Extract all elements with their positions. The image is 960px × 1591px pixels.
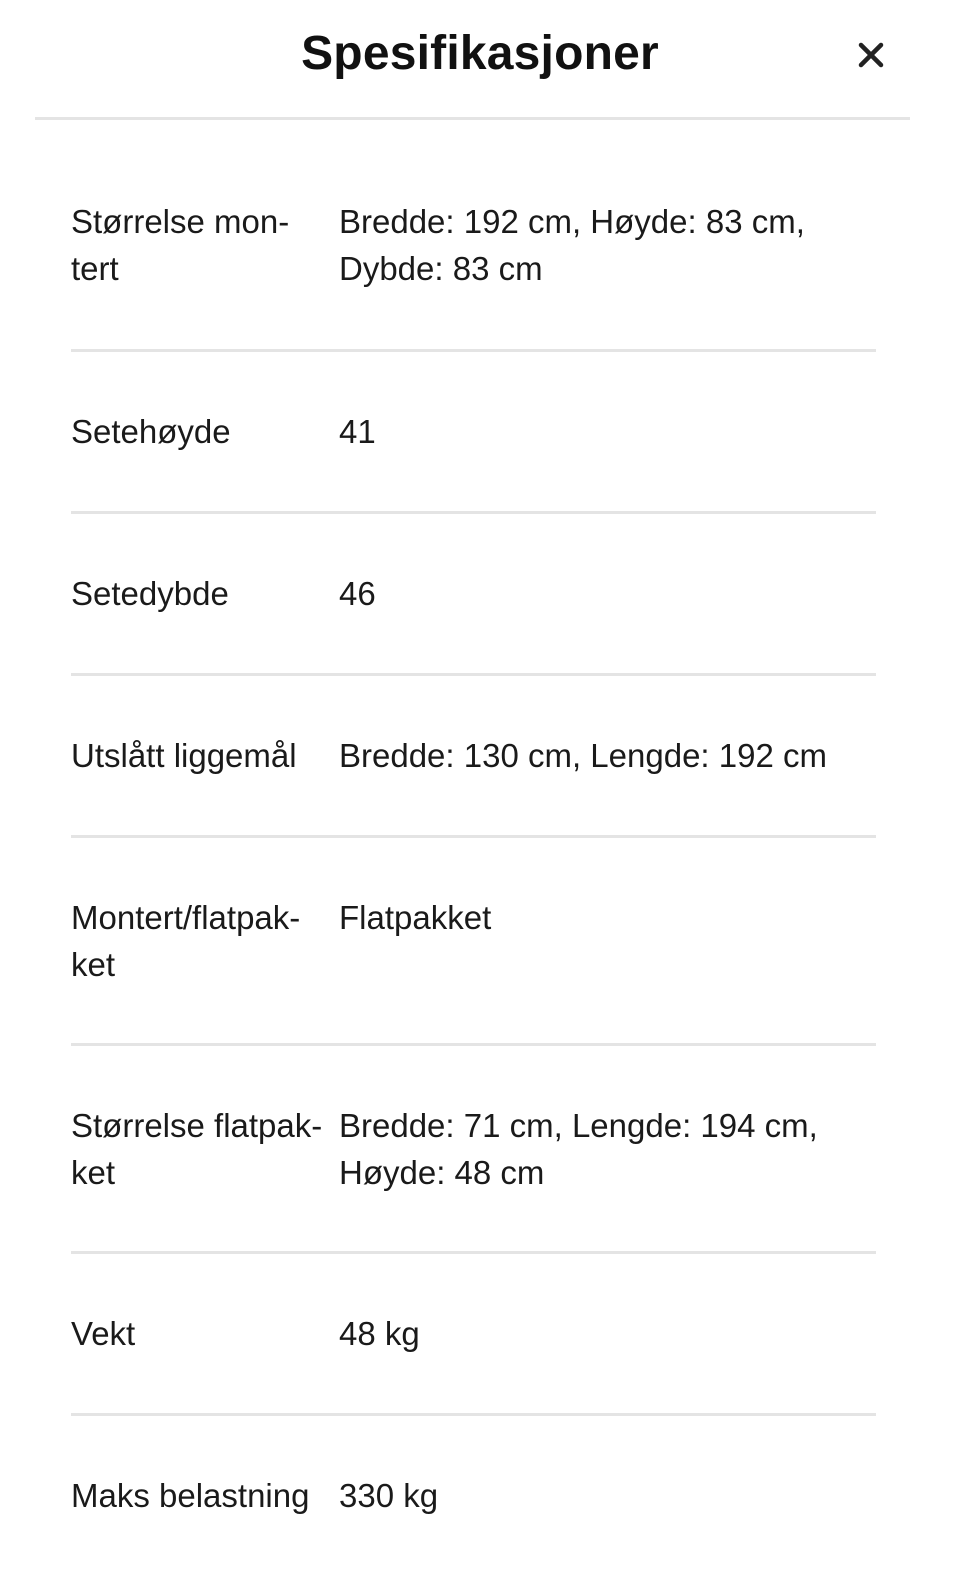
spec-row (71, 120, 876, 352)
spec-label: Setedybde (71, 575, 229, 612)
close-button[interactable] (846, 30, 896, 80)
spec-row (71, 352, 876, 514)
spec-value: Flatpakket (339, 899, 492, 936)
close-icon (846, 30, 896, 80)
spec-label: Utslått liggemål (71, 737, 297, 774)
spec-label: Vekt (71, 1315, 136, 1352)
spec-row (71, 514, 876, 676)
spec-value: Bredde: 71 cm, Lengde: 194 cm, Høyde: 48 cm (339, 1107, 818, 1191)
spec-row (71, 676, 876, 838)
modal-header (0, 0, 960, 120)
spec-label: Maks belastning (71, 1477, 310, 1514)
spec-value: 330 kg (339, 1477, 439, 1514)
spec-label: Størrelse mon- tert (71, 203, 290, 287)
page-title: Spesifikasjoner (301, 27, 659, 80)
spec-list (71, 120, 876, 1566)
spec-value: 46 (339, 575, 376, 612)
spec-row (71, 838, 876, 1046)
spec-label: Setehøyde (71, 413, 231, 450)
spec-row (71, 1046, 876, 1254)
spec-row (71, 1416, 876, 1566)
spec-label: Størrelse flatpak- ket (71, 1107, 323, 1191)
spec-value: Bredde: 130 cm, Lengde: 192 cm (339, 737, 827, 774)
spec-label: Montert/flatpak- ket (71, 899, 301, 983)
spec-value: 41 (339, 413, 376, 450)
spec-value: Bredde: 192 cm, Høyde: 83 cm, Dybde: 83 cm (339, 203, 805, 287)
spec-value: 48 kg (339, 1315, 420, 1352)
spec-row (71, 1254, 876, 1416)
